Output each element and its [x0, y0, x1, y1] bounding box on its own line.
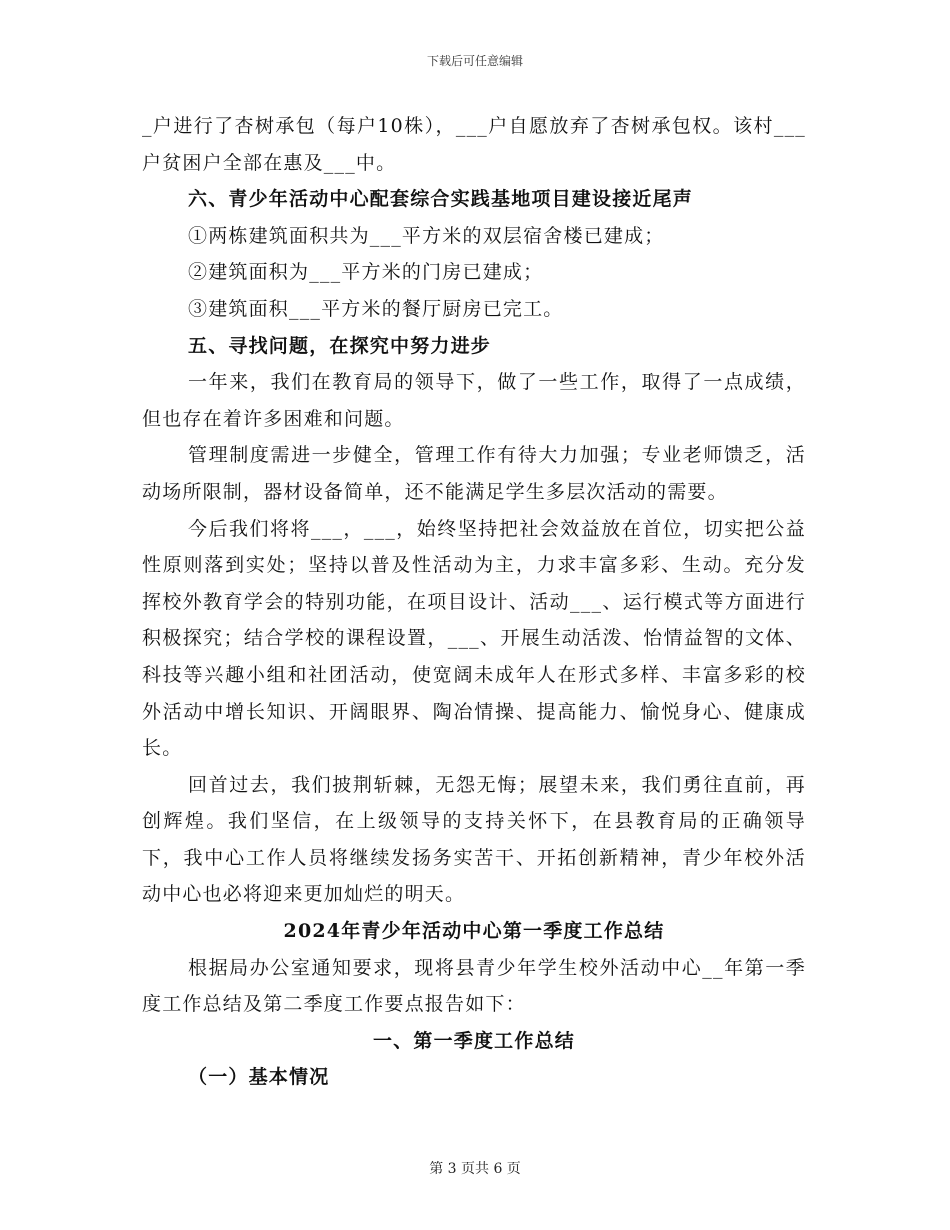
- page-header: 下载后可任意编辑: [426, 54, 523, 68]
- list-item: ③建筑面积___平方米的餐厅厨房已完工。: [188, 297, 564, 320]
- paragraph: 根据局办公室通知要求，现将县青少年学生校外活动中心__年第一季度工作总结及第二季度工作要点报告如下：: [142, 956, 806, 1016]
- page-footer: 第 3 页共 6 页: [429, 1161, 521, 1177]
- list-item: ①两栋建筑面积共为___平方米的双层宿舍楼已建成；: [188, 224, 665, 247]
- paragraph: 回首过去，我们披荆斩棘，无怨无悔；展望未来，我们勇往直前，再创辉煌。我们坚信，在上级领导的支持关怀下，在县教育局的正确领导下，我中心工作人员将继续发扬务实苦干、开拓创新精神，青少年校外活动中心也必将迎来更加灿烂的明天。: [142, 773, 806, 906]
- paragraph: 管理制度需进一步健全，管理工作有待大力加强；专业老师馈乏，活动场所限制，器材设备简单，还不能满足学生多层次活动的需要。: [142, 444, 806, 503]
- section-heading: 一、第一季度工作总结: [372, 1029, 575, 1052]
- section-heading: 六、青少年活动中心配套综合实践基地项目建设接近尾声: [188, 188, 694, 211]
- paragraph: 一年来，我们在教育局的领导下，做了一些工作，取得了一点成绩，但也存在着许多困难和问题。: [142, 371, 806, 430]
- paragraph: 今后我们将将___，___，始终坚持把社会效益放在首位，切实把公益性原则落到实处；坚持以普及性活动为主，力求丰富多彩、生动。充分发挥校外教育学会的特别功能，在项目设计、活动___、运行模式等方面进行积极探究；结合学校的课程设置，___、开展生动活泼、怡情益智的文体、科技等兴趣小组和社团活动，使宽阔未成年人在形式多样、丰富多彩的校外活动中增长知识、开阔眼界、陶冶情操、提高能力、愉悦身心、健康成长。: [142, 517, 806, 760]
- document-title: 2024年青少年活动中心第一季度工作总结: [283, 920, 665, 943]
- section-heading: 五、寻找问题，在探究中努力进步: [188, 334, 492, 357]
- document-body: [142, 108, 806, 1096]
- subsection-heading: （一）基本情况: [188, 1066, 330, 1089]
- list-item: ②建筑面积为___平方米的门房已建成；: [188, 261, 544, 284]
- paragraph: _户进行了杏树承包（每户10株），___户自愿放弃了杏树承包权。该村___户贫困户全部在惠及___中。: [142, 115, 806, 174]
